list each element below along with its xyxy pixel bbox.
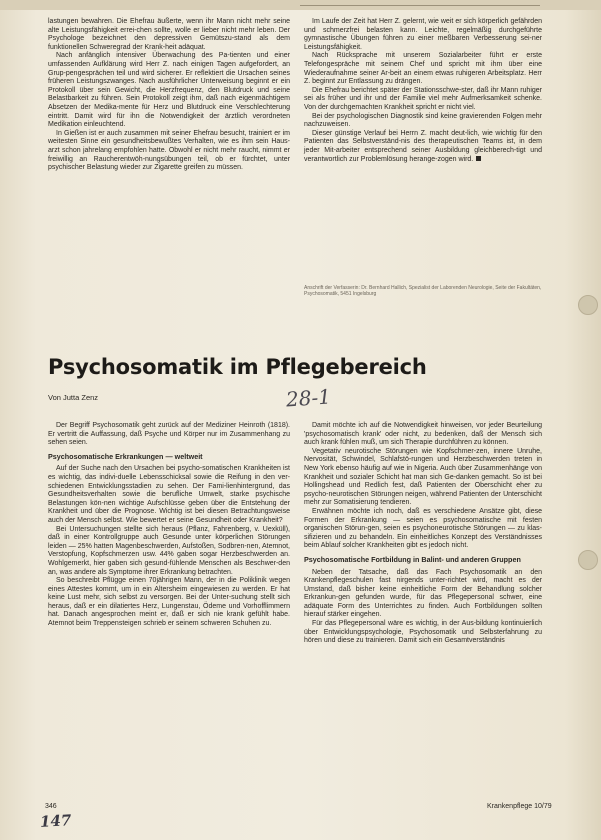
paragraph: Erwähnen möchte ich noch, daß es verschiedene Ansätze gibt, diese Formen der Erkrankung — seien es psychosomatische mit festen organischen Störun-gen, seien es psychoneurotische Störungen — zu klas-sifizieren und zu behandeln. Ein einheitliches Konzept des Verständnisses beim Ablauf solcher Krankheiten gibt es jedoch nicht.: [304, 507, 542, 550]
paragraph: Damit möchte ich auf die Notwendigkeit hinweisen, vor jeder Beurteilung 'psychosomatisch krank' oder nicht, zu bedenken, daß der Mensch sich auch krank fühlen muß, um sich Therapie durchführen zu können.: [304, 422, 542, 447]
top-left-column: [48, 18, 290, 173]
bottom-left-column: [48, 422, 290, 629]
article-title: Psychosomatik im Pflegebereich: [48, 355, 427, 379]
paragraph-text: Dieser günstige Verlauf bei Herrn Z. macht deut-lich, wie wichtig für den Patienten das Selbstverständ-nis des therapeutischen Teams ist, in dem jeder Mit-arbeiter entsprechend seiner Ausbildung gleichberech-tigt und verantwortlich zur Problemlösung herange-zogen wird.: [304, 129, 542, 163]
intro-paragraph: Der Begriff Psychosomatik geht zurück auf der Mediziner Heinroth (1818). Er vertritt die Auffassung, daß Psyche und Körper nur im Zusammenhang zu sehen seien.: [48, 422, 290, 447]
paragraph: Die Ehefrau berichtet später der Stationsschwe-ster, daß ihr Mann ruhiger sei als früher und ihr und der Familie viel mehr Aufmerksamkeit schenke. Von der durchgemachten Krankheit spricht er nicht viel.: [304, 86, 542, 111]
top-rule: [300, 5, 540, 6]
paragraph: Nach anfänglich intensiver Überwachung des Pa-tienten und einer umfassenden Aufklärung wird Herr Z. nach einigen Tagen aufgefordert, an Grup-pengesprächen teil und wird sicherer. Er reflektiert die Ursachen seines früheren Leistungszwanges. Nach ausführlicher Unterweisung beginnt er ein Protokoll über sein Gewicht, die Herzfrequenz, den Blutdruck und seine Belastbarkeit zu führen. Sein Protokoll zeigt ihm, daß nach eigenmächtigem Absetzen der Medika-mente für Herz und Blutdruck eine Verschlechterung eintritt. Damit wird für ihn die Notwendigkeit der ärztlich verordneten Medikation einleuchtend.: [48, 52, 290, 129]
paragraph: So beschreibt Pflügge einen 70jährigen Mann, der in die Poliklinik wegen eines Attestes kommt, um in ein Altersheim eingewiesen zu werden. Er hat keine Lust mehr, sich selbst zu versorgen. Bei der Unter-suchung stellt sich heraus, daß er ein dilatiertes Herz, Lungenstau, Ödeme und Vorhofflimmern hat. Danach angesprochen meint er, daß er sich nie krank gefühlt habe. Atemnot beim Treppensteigen schrieb er seinem schweren Schuhen zu.: [48, 577, 290, 628]
paragraph: Auf der Suche nach den Ursachen bei psycho-somatischen Krankheiten ist es wichtig, das indivi-duelle Lebensschicksal sowie die Reifung in den ver-schiedenen Entwicklungsstadien zu sehen. Der Fami-lienhintergrund, das Gesundheitsverhalten sowie die berufliche Umwelt, starke psychische Belastungen kön-nen wichtige Aufschlüsse geben über die Entstehung der Krankheit und über die Prognose. Wichtig ist bei diesen Betrachtungsweise auch der Mensch selbst. Wie bewertet er seine Gesundheit oder Krankheit?: [48, 465, 290, 524]
punch-hole-top: [578, 295, 598, 315]
paragraph: In Gießen ist er auch zusammen mit seiner Ehefrau besucht, trainiert er im weitesten Sinne ein gesundheitsbewußtes Verhalten, wie es ihm sein Haus-arzt schon jahrelang empfohlen hatte. Obwohl er nicht mehr raucht, nimmt er freiwillig an Raucherentwöh-nungsübungen teil, ob er fürchtet, unter psychischer Belastung wieder zur Zigarette greifen zu müssen.: [48, 129, 290, 172]
bottom-right-column: [304, 422, 542, 646]
page-number: 346: [45, 803, 57, 810]
paragraph: Bei Untersuchungen stellte sich heraus (Pflanz, Fahrenberg, v. Uexküll), daß in einer Kontrollgruppe auch Gesunde unter körperlichen Störungen leiden — 25% hatten Magenbeschwerden, Aufstoßen, Sodbren-nen, Atemnot, Verstopfung, Kopfschmerzen usw. 44% gaben sogar Herzbeschwerden an. Wohlgemerkt, hier gaben sich gesund-fühlende Menschen als Beschwer-den an, was andere als Symptome ihrer Erkrankung betrachten.: [48, 525, 290, 576]
paragraph: Nach Rücksprache mit unserem Sozialarbeiter führt er erste Telefongespräche mit seinem Chef und spricht mit ihm über eine Wiederaufnahme seiner Ar-beit an einem etwas ruhigeren Arbeitsplatz. Herr Z. beginnt zur Entlassung zu drängen.: [304, 52, 542, 86]
end-of-article-mark: [476, 156, 481, 161]
section-heading: Psychosomatische Erkrankungen — weltweit: [48, 451, 203, 461]
paragraph: Bei der psychologischen Diagnostik sind keine gravierenden Folgen mehr nachzuweisen.: [304, 112, 542, 129]
paragraph: Neben der Tatsache, daß das Fach Psychosomatik an den Krankenpflegeschulen fast nirgends unter-richtet wird, macht es der Umstand, daß bisher keine einheitliche Form der Behandlung solcher Erkrankun-gen gefunden wurde, für das Pflegepersonal schwer, eine adäquate Form des Unterrichtes zu finden. Auch Fortbildungen sollten hierauf stärker eingehen.: [304, 568, 542, 619]
paragraph: Vegetativ neurotische Störungen wie Kopfschmer-zen, innere Unruhe, Nervosität, Schwindel, Schlafstö-rungen und Herzbeschwerden treten in New York ebenso häufig auf wie in Nigeria. Auch über Zusammenhänge von Krankheit und sozialer Schicht hat man sich Ge-danken gemacht. So ist bei Hollingshead und Redlich fest, daß Patienten der Oberschicht eher zu psycho-neurotischen Störungen neigen, während Patienten der Unterschicht mehr zur Somatisierung tendieren.: [304, 447, 542, 507]
article-author: Von Jutta Zenz: [48, 393, 99, 402]
section-heading: Psychosomatische Fortbildung in Balint- und anderen Gruppen: [304, 554, 521, 564]
author-credit: Anschrift der Verfasserin: Dr. Bernhard Hallich, Spezialist der Laborenden Neurologie, Seite der Fakultäten, Psychosomatik, 5451 Ingelsburg: [304, 285, 542, 297]
punch-hole-bottom: [578, 550, 598, 570]
paragraph: Im Laufe der Zeit hat Herr Z. gelernt, wie weit er sich körperlich gefährden und schmerzfrei belasten kann. Leichte, regelmäßig durchgeführte gymnastische Übungen führen zu einer meßbaren Verbesserung sei-ner Leistungsfähigkeit.: [304, 18, 542, 51]
paragraph: lastungen bewahren. Die Ehefrau äußerte, wenn ihr Mann nicht mehr seine alte Leistungsfähigkeit errei-chen sollte, wolle er lieber nicht mehr leben. Der Psychologe bezeichnet den depressiven Gemütszu-stand als dem funktionellen Schweregrad der Krank-heit adäquat.: [48, 18, 290, 51]
handwritten-page-number: 147: [39, 811, 72, 831]
paragraph: Für das Pflegepersonal wäre es wichtig, in der Aus-bildung kontinuierlich über Entwicklungspsychologie, Psychosomatik und Selbsterfahrung zu hören und diese zu trainieren. Damit sich ein Gesamtverständnis: [304, 620, 542, 645]
journal-issue: Krankenpflege 10/79: [487, 803, 552, 810]
paragraph: [304, 130, 542, 164]
handwritten-annotation: 28-1: [285, 384, 332, 412]
top-right-column: [304, 18, 542, 164]
